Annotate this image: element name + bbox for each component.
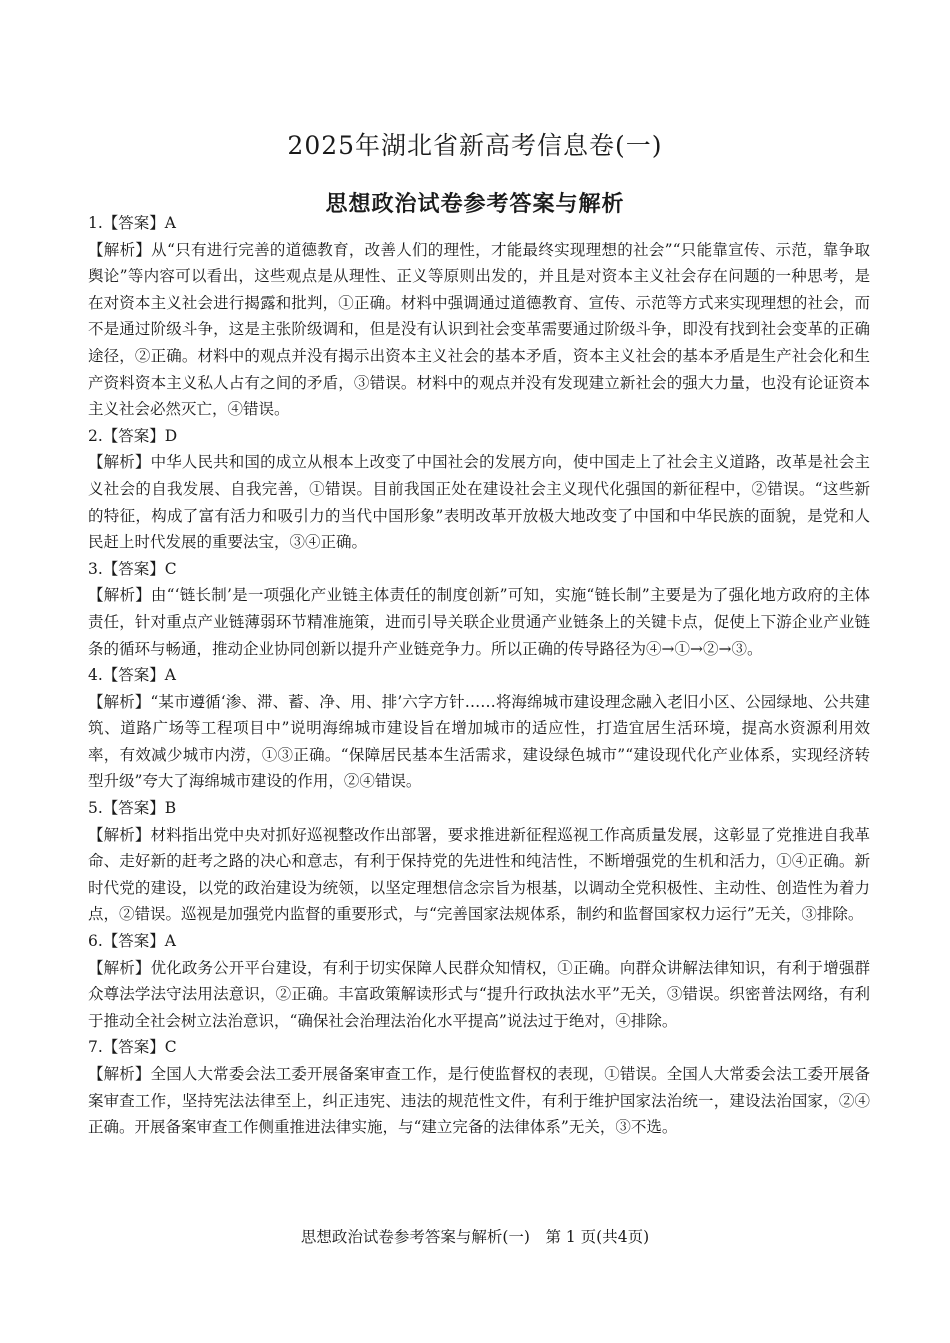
list-item <box>88 210 870 423</box>
list-item <box>88 423 870 556</box>
answer-label: 5.【答案】B <box>88 799 177 818</box>
answer-label: 6.【答案】A <box>88 932 176 951</box>
page-footer: 思想政治试卷参考答案与解析(一) 第 1 页(共4页) <box>300 1228 650 1246</box>
analysis-text: 【解析】由“‘链长制’是一项强化产业链主体责任的制度创新”可知，实施“链长制”主要是为了强化地方政府的主体责任，针对重点产业链薄弱环节精准施策，进而引导关联企业贯通产业链条上的关键卡点，促使上下游企业产业链条的循环与畅通，推动企业协同创新以提升产业链竞争力。所以正确的传导路径为④→①→②→③。 <box>88 586 870 658</box>
document-subtitle: 思想政治试卷参考答案与解析 <box>325 192 625 217</box>
document-title: 2025年湖北省新高考信息卷(一) <box>287 131 663 160</box>
answer-label: 3.【答案】C <box>88 559 177 578</box>
list-item <box>88 795 870 928</box>
list-item <box>88 556 870 662</box>
answer-label: 1.【答案】A <box>88 214 176 232</box>
analysis-text: 【解析】优化政务公开平台建设，有利于切实保障人民群众知情权，①正确。向群众讲解法律知识，有利于增强群众尊法学法守法用法意识，②正确。丰富政策解读形式与“提升行政执法水平”无关，③错误。织密普法网络，有利于推动全社会树立法治意识，“确保社会治理法治化水平提高”说法过于绝对，④排除。 <box>88 958 870 1030</box>
analysis-text: 【解析】材料指出党中央对抓好巡视整改作出部署，要求推进新征程巡视工作高质量发展，这彰显了党推进自我革命、走好新的赶考之路的决心和意志，有利于保持党的先进性和纯洁性，不断增强党的生机和活力，①④正确。新时代党的建设，以党的政治建设为统领，以坚定理想信念宗旨为根基，以调动全党积极性、主动性、创造性为着力点，②错误。巡视是加强党内监督的重要形式，与“完善国家法规体系，制约和监督国家权力运行”无关，③排除。 <box>88 825 870 924</box>
answer-label: 4.【答案】A <box>88 666 176 685</box>
list-item <box>88 1034 870 1140</box>
analysis-text: 【解析】“某市遵循‘渗、滞、蓄、净、用、排’六字方针……将海绵城市建设理念融入老旧小区、公园绿地、公共建筑、道路广场等工程项目中”说明海绵城市建设旨在增加城市的适应性，打造宜居生活环境，提高水资源利用效率，有效减少城市内涝，①③正确。“保障居民基本生活需求，建设绿色城市”“建设现代化产业体系，实现经济转型升级”夸大了海绵城市建设的作用，②④错误。 <box>88 692 870 791</box>
analysis-text: 【解析】中华人民共和国的成立从根本上改变了中国社会的发展方向，使中国走上了社会主义道路，改革是社会主义社会的自我发展、自我完善，①错误。目前我国正处在建设社会主义现代化强国的新征程中，②错误。“这些新的特征，构成了富有活力和吸引力的当代中国形象”表明改革开放极大地改变了中国和中华民族的面貌，是党和人民赶上时代发展的重要法宝，③④正确。 <box>88 453 870 552</box>
answer-list <box>88 210 870 1141</box>
analysis-text: 【解析】从“只有进行完善的道德教育，改善人们的理性，才能最终实现理想的社会”“只能靠宣传、示范，靠争取舆论”等内容可以看出，这些观点是从理性、正义等原则出发的，并且是对资本主义社会存在问题的一种思考，是在对资本主义社会进行揭露和批判，①正确。材料中强调通过道德教育、宣传、示范等方式来实现理想的社会，而不是通过阶级斗争，这是主张阶级调和，但是没有认识到社会变革需要通过阶级斗争，即没有找到社会变革的正确途径，②正确。材料中的观点并没有揭示出资本主义社会的基本矛盾，资本主义社会的基本矛盾是生产社会化和生产资料资本主义私人占有之间的矛盾，③错误。材料中的观点并没有发现建立新社会的强大力量，也没有论证资本主义社会必然灭亡，④错误。 <box>88 240 870 419</box>
answer-label: 7.【答案】C <box>88 1038 177 1057</box>
analysis-text: 【解析】全国人大常委会法工委开展备案审查工作，是行使监督权的表现，①错误。全国人大常委会法工委开展备案审查工作，坚持宪法法律至上，纠正违宪、违法的规范性文件，有利于维护国家法治统一，建设法治国家，②④正确。开展备案审查工作侧重推进法律实施，与“建立完备的法律体系”无关，③不选。 <box>88 1065 870 1137</box>
list-item <box>88 662 870 795</box>
answer-label: 2.【答案】D <box>88 426 178 445</box>
list-item <box>88 928 870 1034</box>
